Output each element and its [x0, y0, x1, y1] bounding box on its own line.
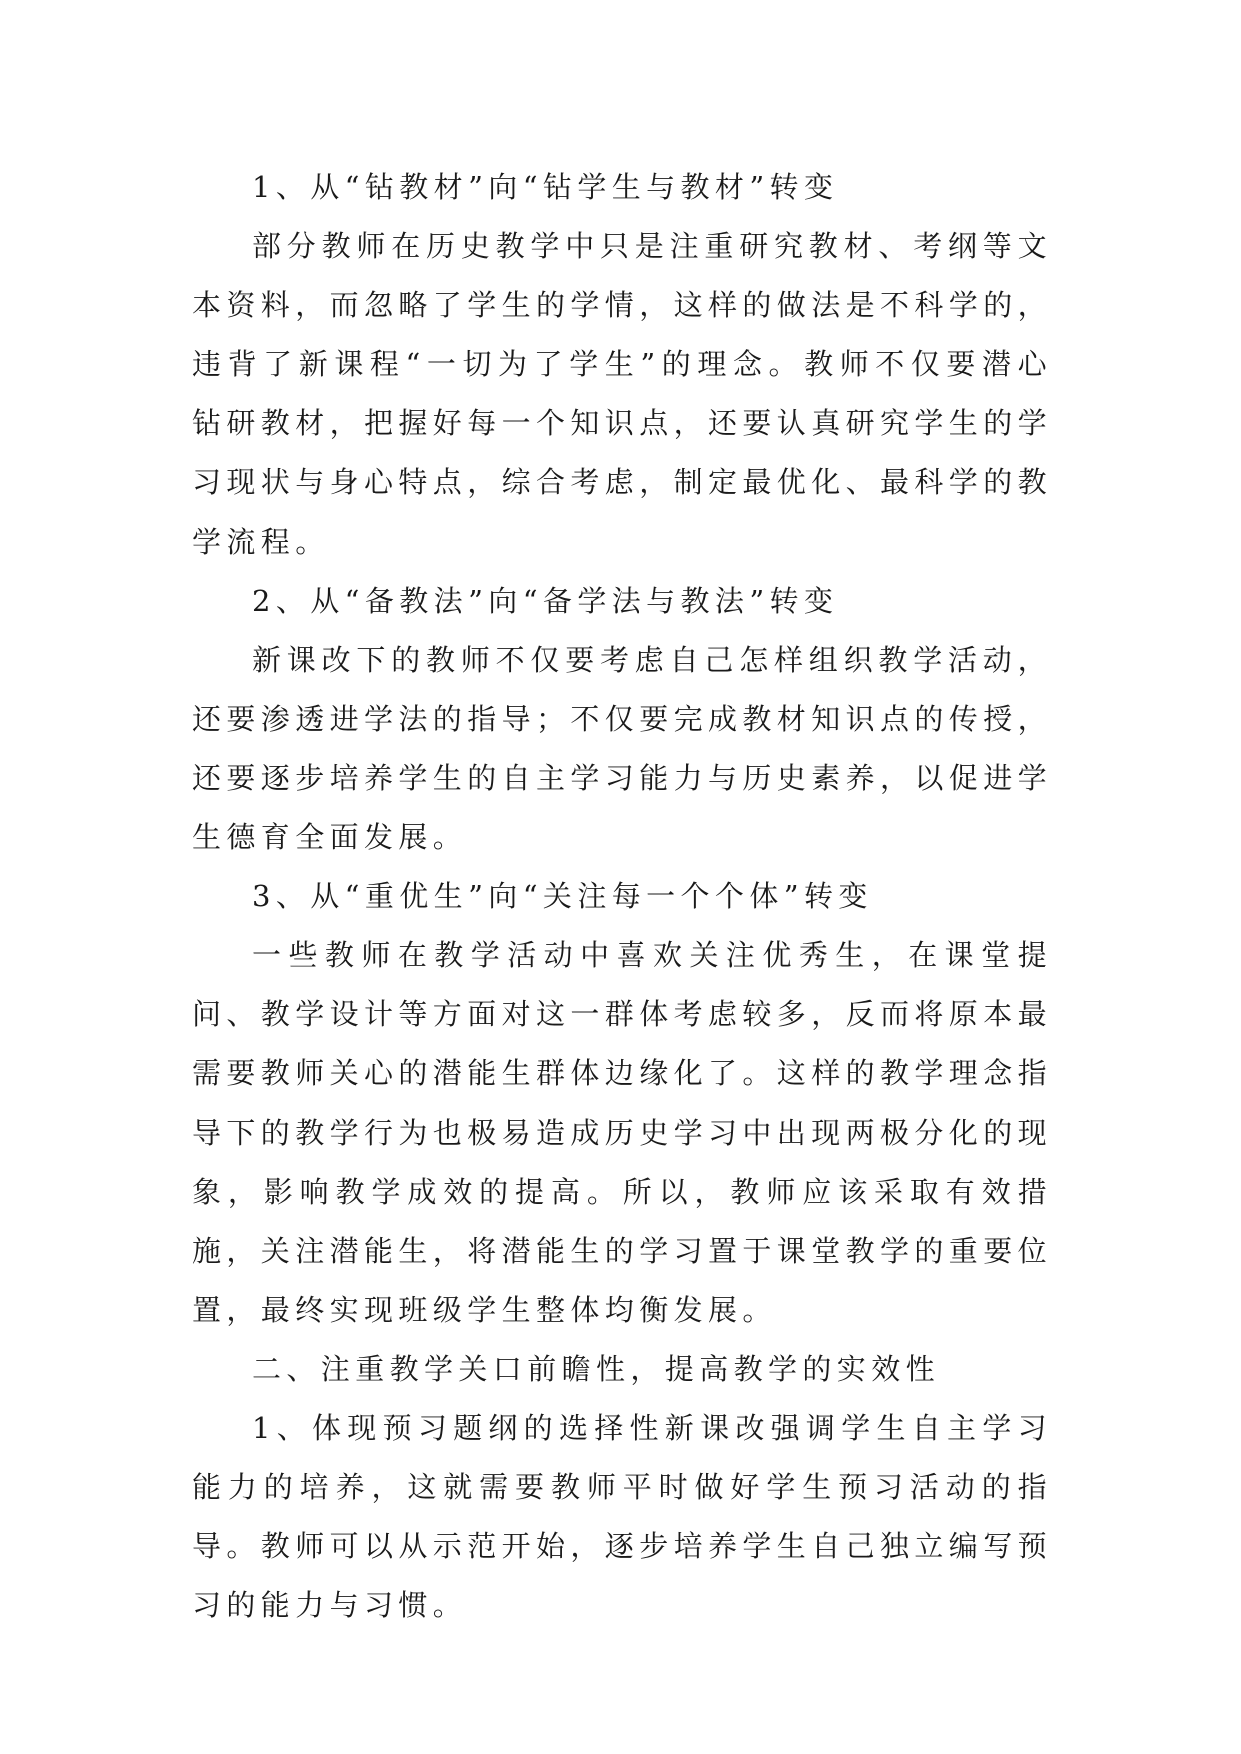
paragraph-learning-method-guidance: 新课改下的教师不仅要考虑自己怎样组织教学活动，还要渗透进学法的指导；不仅要完成教材知识点的传授，还要逐步培养学生的自主学习能力与历史素养，以促进学生德育全面发展。 — [192, 642, 1053, 855]
paragraph-attention-to-potential-students: 一些教师在教学活动中喜欢关注优秀生，在课堂提问、教学设计等方面对这一群体考虑较多，反而将原本最需要教师关心的潜能生群体边缘化了。这样的教学理念指导下的教学行为也极易造成历史学习中出现两极分化的现象，影响教学成效的提高。所以，教师应该采取有效措施，关注潜能生，将潜能生的学习置于课堂教学的重要位置，最终实现班级学生整体均衡发展。 — [192, 938, 1053, 1327]
subheading-from-textbook-to-students: 1、从“钻教材”向“钻学生与教材”转变 — [252, 170, 839, 204]
section-heading-forward-looking-teaching: 二、注重教学关口前瞻性，提高教学的实效性 — [252, 1351, 941, 1386]
subheading-focus-on-every-individual: 3、从“重优生”向“关注每一个个体”转变 — [252, 879, 873, 914]
subheading-from-teaching-methods-to-learning-methods: 2、从“备教法”向“备学法与教法”转变 — [252, 583, 839, 618]
paragraph-preview-outline-selectivity: 1、体现预习题纲的选择性新课改强调学生自主学习能力的培养，这就需要教师平时做好学生预习活动的指导。教师可以从示范开始，逐步培养学生自己独立编写预习的能力与习惯。 — [192, 1410, 1053, 1623]
document-body — [192, 158, 1052, 1635]
paragraph-study-students-and-textbook: 部分教师在历史教学中只是注重研究教材、考纲等文本资料，而忽略了学生的学情，这样的做法是不科学的，违背了新课程“一切为了学生”的理念。教师不仅要潜心钻研教材，把握好每一个知识点，还要认真研究学生的学习现状与身心特点，综合考虑，制定最优化、最科学的教学流程。 — [192, 229, 1053, 559]
